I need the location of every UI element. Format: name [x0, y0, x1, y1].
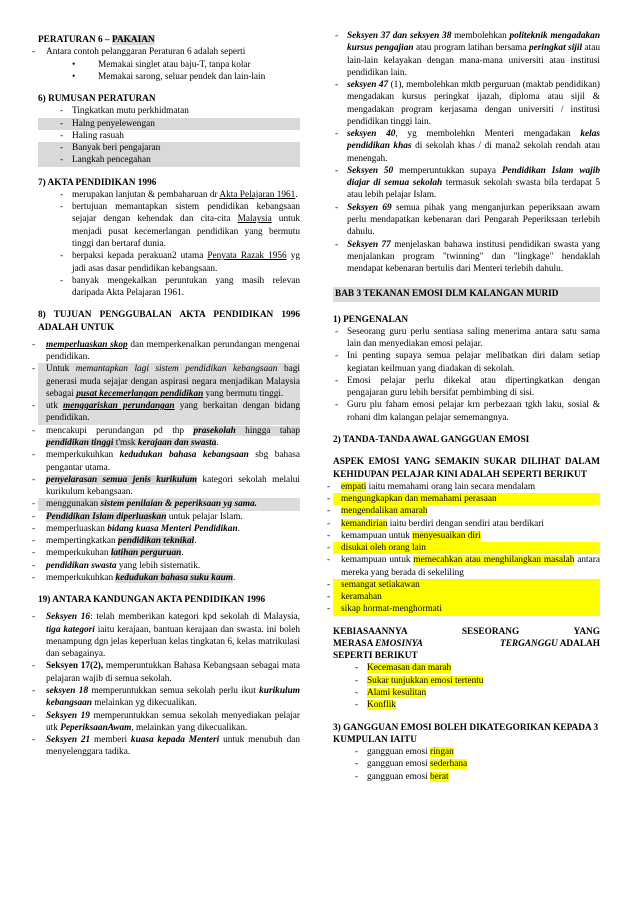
- item-text: menggunakan: [46, 499, 101, 510]
- list-item: [333, 350, 600, 375]
- item-emph: kedudukan bahasa suku kaum: [115, 572, 233, 583]
- list-item: [333, 79, 600, 128]
- section-title-line3: SEPERTI BERIKUT: [333, 651, 418, 662]
- item-text: memperkukuhan: [46, 548, 111, 559]
- list-item: [38, 710, 300, 735]
- item-emph: kedudukan bahasa kebangsaan: [119, 450, 249, 461]
- item-text: semua pihak yang menganjurkan peperiksaan awam perlu mendapatkan kebenaran dari Pengarah Peperiksaan terlebih dahulu.: [347, 202, 600, 238]
- section-title-line2: [333, 638, 600, 650]
- bullet-item: • Memakai sarong, seluar pendek dan lain-lain: [38, 71, 300, 83]
- item-highlight: Kecemasan dan marah: [367, 663, 452, 674]
- list-item: [333, 746, 600, 758]
- item-text: untuk pelajar Islam.: [166, 511, 243, 522]
- section-title: 8) TUJUAN PENGGUBALAN AKTA PENDIDIKAN 1996 ADALAH UNTUK: [38, 310, 300, 333]
- item-text: .: [181, 548, 184, 559]
- list-item: [333, 493, 600, 505]
- item-text: Langkah pencegahan: [72, 155, 151, 166]
- item-emph: PeperiksaanAwam: [60, 722, 132, 733]
- item-highlight: Sukar tunjukkan emosi tertentu: [367, 675, 484, 686]
- item-emph: memperluaskan skop: [46, 339, 128, 350]
- item-text: .: [237, 523, 240, 534]
- section-title: 3) GANGGUAN EMOSI BOLEH DIKATEGORIKAN KEPADA 3 KUMPULAN IAITU: [333, 722, 599, 745]
- item-text: Ini penting supaya semua pelajar melibatkan diri dalam setiap kegiatan keilmuan yang diadakan di sekolah.: [347, 351, 600, 374]
- section-title: 2) TANDA-TANDA AWAL GANGGUAN EMOSI: [333, 434, 530, 445]
- list-item: [38, 118, 300, 130]
- list-item: [38, 734, 300, 759]
- list-item: [333, 128, 600, 165]
- item-text: Seseorang guru perlu sentiasa saling menerima antara satu sama lain dan menyediakan emosi pelajar.: [347, 326, 600, 350]
- item-highlight: sederhana: [430, 759, 468, 770]
- item-emph: kelas pendidikan khas: [347, 129, 600, 152]
- item-link-text: Penyata Razak 1956: [207, 251, 287, 262]
- left-column: [38, 34, 300, 759]
- item-highlight: berat: [430, 771, 449, 782]
- item-text: sikap hormat-menghormati: [341, 604, 442, 615]
- list-item: [333, 758, 600, 770]
- list-item: [38, 425, 300, 450]
- list-item: [38, 339, 300, 364]
- list-item: [333, 202, 600, 239]
- item-text: Untuk: [46, 364, 76, 375]
- item-text: .: [194, 536, 197, 547]
- item-text: keramahan: [341, 592, 382, 603]
- item-text: Halng penyelewengan: [72, 118, 155, 129]
- list-item: [333, 399, 600, 424]
- item-text: atau lain-lain kelayakan dengan mana-mana universiti atau institusi pendidikan lain.: [347, 43, 600, 78]
- item-text: hingga tahap: [235, 425, 300, 436]
- item-emph: Seksyen 19: [46, 710, 90, 721]
- item-text: Haling rasuah: [72, 130, 124, 141]
- item-highlight: kemandirian: [341, 518, 388, 529]
- list-item: [333, 165, 600, 202]
- bullet-item: • Memakai singlet atau baju-T, tanpa kolar: [38, 59, 300, 71]
- list-item: [333, 699, 600, 711]
- list-item: [333, 554, 600, 579]
- item-text: untuk menubuh dan menyelenggara tadika.: [46, 735, 300, 758]
- item-emph: tiga kategori: [46, 624, 95, 635]
- item-emph: memantapkan lagi sistem pendidikan kebangsaan: [75, 364, 278, 375]
- item-emph: peringkat sijil: [528, 43, 583, 54]
- item-text: antara mereka yang berada di sekeliling: [341, 555, 600, 578]
- list-item: [38, 130, 300, 142]
- item-link-text: Malaysia: [237, 214, 272, 225]
- list-item: [38, 105, 300, 117]
- list-item: [333, 675, 600, 687]
- section-kebiasaan: [333, 626, 600, 712]
- item-highlight: Konflik: [367, 700, 396, 711]
- item-text: yang lebih sistematik.: [116, 560, 201, 571]
- list-item: [333, 481, 600, 493]
- item-text: memberi: [90, 735, 131, 746]
- item-emph: latihan perguruan: [110, 548, 182, 559]
- list-item: [38, 498, 300, 510]
- item-text: memperkukuhkan: [46, 450, 120, 461]
- item-emph: pendidikan swasta: [46, 560, 117, 571]
- list-item: [38, 572, 300, 584]
- item-text: : telah memberikan kategori kpd sekolah di Malaysia,: [90, 612, 301, 623]
- item-text: (1), membolehkan mktb perguruan (maktab pendidikan) mengadakan kursus peringkat ijazah, diploma atau sijil & mengadakan program kerjasama dengan universiti / institusi pendidikan tinggi lain.: [347, 80, 600, 127]
- list-item: [38, 201, 300, 250]
- section-title: 1) PENGENALAN: [333, 314, 409, 325]
- title-text: SESEORANG: [461, 626, 520, 637]
- item-text: sbg bahasa pengantar utama.: [46, 450, 301, 473]
- list-item: [38, 685, 300, 710]
- item-text: mengungkapkan dan memahami perasaan: [341, 494, 497, 505]
- section-aspek-emosi: [333, 456, 600, 615]
- item-emph: seksyen 47: [347, 80, 389, 91]
- list-item: [333, 591, 600, 603]
- list-item: [333, 542, 600, 554]
- item-text: .: [295, 189, 298, 200]
- item-text: bagi generasi muda sejajar dengan aspirasi negara menjadikan Malaysia sebagai: [46, 364, 300, 399]
- item-text: utk: [46, 401, 64, 412]
- item-text: iaitu memahami orang lain secara mendalam: [366, 481, 536, 492]
- list-item: [38, 449, 300, 474]
- list-item: [38, 611, 300, 660]
- item-text: melainkan yg dikecualikan.: [91, 698, 197, 709]
- item-emph: kerajaan dan swasta: [137, 437, 217, 448]
- list-item: [333, 579, 600, 591]
- item-text: memperuntukkan supaya: [393, 165, 502, 176]
- item-text: gangguan emosi: [367, 771, 430, 782]
- item-text: bertujuan memantapkan sistem pendidikan kebangsaan sejajar dengan kehendak dan cita-cita: [72, 202, 300, 225]
- item-text: membolehkan: [451, 31, 510, 41]
- item-text: Guru plu faham emosi pelajar krn perbezaan tgkh laku, sosial & rohani dlm kalangan pelajar sememangnya.: [347, 400, 600, 423]
- item-text: mempertingkatkan: [46, 536, 119, 547]
- section-title: 6) RUMUSAN PERATURAN: [38, 94, 156, 105]
- title-text: PERATURAN 6 –: [38, 35, 112, 45]
- section-akta-1996: [38, 177, 300, 300]
- title-text: KEBIASAANNYA: [333, 626, 408, 637]
- item-emph: Seksyen 77: [347, 239, 391, 250]
- title-highlight: PAKAIAN: [111, 35, 155, 45]
- item-highlight: ringan: [430, 747, 454, 758]
- item-text: yg jadi asas dasar pendidikan kebangsaan.: [72, 251, 300, 274]
- section-title: ASPEK EMOSI YANG SEMAKIN SUKAR DILIHAT DALAM KEHIDUPAN PELAJAR KINI ADALAH SEPERTI BERIKUT: [333, 457, 600, 480]
- section-title: [333, 626, 600, 638]
- item-text: merupakan lanjutan & pembaharuan dr: [72, 189, 220, 200]
- section-title: 19) ANTARA KANDUNGAN AKTA PENDIDIKAN 1996: [38, 595, 266, 606]
- list-item: [38, 511, 300, 523]
- item-text: memperuntukkan Bahasa Kebangsaan sebagai mata pelajaran wajib di semua sekolah.: [46, 661, 300, 684]
- section-pengenalan: [333, 314, 600, 424]
- list-item: [333, 30, 600, 79]
- item-highlight: Alami kesulitan: [367, 688, 427, 699]
- item-emph: kuasa kepada Menteri: [130, 735, 220, 746]
- item-text: Tingkatkan mutu perkhidmatan: [72, 106, 189, 117]
- list-item: [38, 474, 300, 499]
- item-highlight: memecahkan atau menghilangkan masalah: [413, 555, 575, 566]
- list-item: [38, 547, 300, 559]
- item-text: gangguan emosi: [367, 747, 430, 758]
- list-item: [38, 535, 300, 547]
- list-item: [333, 771, 600, 783]
- item-emph: kurikulum kebangsaan: [46, 686, 300, 709]
- item-text: , melainkan yang dikecualikan.: [131, 722, 248, 733]
- item-emph: prasekolah: [193, 425, 236, 436]
- list-item: [38, 46, 300, 58]
- list-item: [333, 505, 600, 517]
- item-text: atau program latihan bersama: [413, 43, 529, 54]
- title-text: ADALAH: [557, 638, 600, 649]
- section-title: 7) AKTA PENDIDIKAN 1996: [38, 177, 157, 188]
- list-item: [38, 189, 300, 201]
- item-text: dan memperkenalkan perundangan mengenai pendidikan.: [46, 339, 301, 363]
- item-emph: penyelarasan semua jenis kurikulum: [46, 474, 198, 485]
- list-item: [38, 275, 300, 300]
- item-text: memperuntukkan semua sekolah menyediakan pelajar utk: [46, 710, 301, 733]
- item-text: disukai oleh orang lain: [341, 543, 426, 554]
- item-emph: Seksyen 37 dan seksyen 38: [347, 31, 452, 41]
- item-emph: Seksyen 16: [46, 612, 91, 623]
- title-emph: EMOSINYA: [375, 638, 423, 649]
- item-link-text: Akta Pelajaran 1961: [219, 189, 296, 200]
- item-text: yang berkaitan dengan bidang pendidikan.: [46, 401, 300, 424]
- item-emph: Pendidikan Islam diperluaskan: [46, 511, 167, 522]
- list-item: [38, 523, 300, 535]
- item-emph: politeknik mengadakan kursus pengajian: [347, 31, 600, 54]
- item-highlight: mengendalikan amarah: [341, 506, 428, 517]
- item-text: memperluaskan: [46, 523, 108, 534]
- item-emph: pendidikan teknikal: [118, 536, 195, 547]
- list-item: [38, 400, 300, 425]
- section-peraturan-6: [38, 34, 300, 83]
- item-text: Antara contoh pelanggaran Peraturan 6 adalah seperti: [46, 47, 246, 58]
- item-text: iaitu kerajaan, bantuan kerajaan dan swasta. ini boleh menampung dgn jelas keperluan kelas tingkatan 6, kelas matrikulasi dan sebagainya.: [46, 624, 300, 660]
- list-item: [333, 687, 600, 699]
- item-text: mencakupi perundangan pd thp: [46, 425, 194, 436]
- section-kategori-gangguan: [333, 722, 600, 783]
- item-text: t'msk: [113, 437, 138, 448]
- list-item: [333, 375, 600, 400]
- item-text: Emosi pelajar perlu dikekal atau dipertingkatkan dengan pengajaran guru lebih bersifat pembimbing di sisi.: [347, 375, 600, 399]
- item-text: yang bermutu tinggi.: [203, 388, 284, 399]
- section-rumusan: [38, 93, 300, 167]
- item-text: termasuk sekolah swasta bila terdapat 5 atau lebih pelajar Islam.: [347, 178, 600, 201]
- item-text: untuk menjadi pusat kecemerlangan pendidikan yang bermutu tinggi dan bertaraf dunia.: [72, 214, 300, 249]
- list-item: [333, 239, 600, 276]
- item-emph: Seksyen 21: [46, 735, 91, 746]
- list-item: [38, 560, 300, 572]
- list-item: [38, 142, 300, 154]
- title-text: YANG: [573, 626, 600, 637]
- item-emph: bidang kuasa Menteri Pendidikan: [107, 523, 238, 534]
- list-item: [333, 662, 600, 674]
- item-text: gangguan emosi: [367, 759, 430, 770]
- section-kandungan: [38, 594, 300, 758]
- section-tujuan: [38, 309, 300, 584]
- list-item: [38, 660, 300, 685]
- list-item: [333, 326, 600, 351]
- item-emph: Pendidikan Islam wajib diajar di semua sekolah: [347, 165, 600, 189]
- item-emph: pusat kecemerlangan pendidikan: [76, 388, 204, 399]
- item-emph: seksyen 18: [46, 686, 89, 697]
- title-text: MERASA: [333, 638, 376, 649]
- item-emph: Seksyen 50: [347, 165, 394, 176]
- item-highlight: menyesuaikan diri: [412, 530, 481, 541]
- item-text: .: [233, 572, 236, 583]
- item-emph: seksyen 40: [347, 129, 396, 140]
- item-text: banyak mengekalkan peruntukan yang masih relevan daripada Akta Pelajaran 1961.: [72, 275, 300, 299]
- item-highlight: empati: [341, 481, 367, 492]
- list-item: [333, 518, 600, 530]
- item-emph: menggariskan perundangan: [63, 401, 175, 412]
- section-seksyen-lanjutan: [333, 30, 600, 275]
- item-text: .: [216, 437, 219, 448]
- chapter-heading: BAB 3 TEKANAN EMOSI DLM KALANGAN MURID: [333, 287, 600, 301]
- list-item: [333, 603, 600, 615]
- list-item: [38, 363, 300, 400]
- list-item: [38, 154, 300, 166]
- item-emph: pendidikan tinggi: [46, 437, 114, 448]
- item-text: iaitu berdiri dengan sendiri atau berdikari: [387, 518, 544, 529]
- item-text: kategori sekolah melalui kurikulum kebangsaan.: [46, 474, 300, 498]
- item-emph: Seksyen 69: [347, 202, 392, 213]
- list-item: [333, 530, 600, 542]
- item-text: Banyak beri pengajaran: [72, 143, 161, 154]
- item-text: berpaksi kepada perakuan2 utama: [72, 251, 208, 262]
- list-item: [38, 250, 300, 275]
- item-text: kemampuan untuk: [341, 530, 413, 541]
- item-emph: sistem penilaian & peperiksaan yg sama.: [100, 499, 257, 510]
- section-title: [38, 34, 300, 46]
- item-text: memperkukuhkan: [46, 572, 116, 583]
- item-text: semangat setiakawan: [341, 579, 420, 590]
- item-text: memperuntukkan semua sekolah perlu ikut: [88, 686, 260, 697]
- item-text: menjelaskan bahawa institusi pendidikan swasta yang menjalankan program "twinning" dan "lingkage" hendaklah mendapat kebenaran bertulis dari Menteri terlebih dahulu.: [347, 239, 600, 275]
- item-text: , yg membolehkn Menteri mengadakan: [395, 129, 581, 140]
- item-emph: Seksyen 17(2),: [46, 661, 104, 672]
- right-column: [333, 30, 600, 783]
- item-text: di sekolah khas / di mana2 sekolah rendah atau menengah.: [347, 141, 600, 164]
- item-text: kemampuan untuk: [341, 555, 414, 566]
- title-emph: TERGANGGU: [500, 638, 558, 649]
